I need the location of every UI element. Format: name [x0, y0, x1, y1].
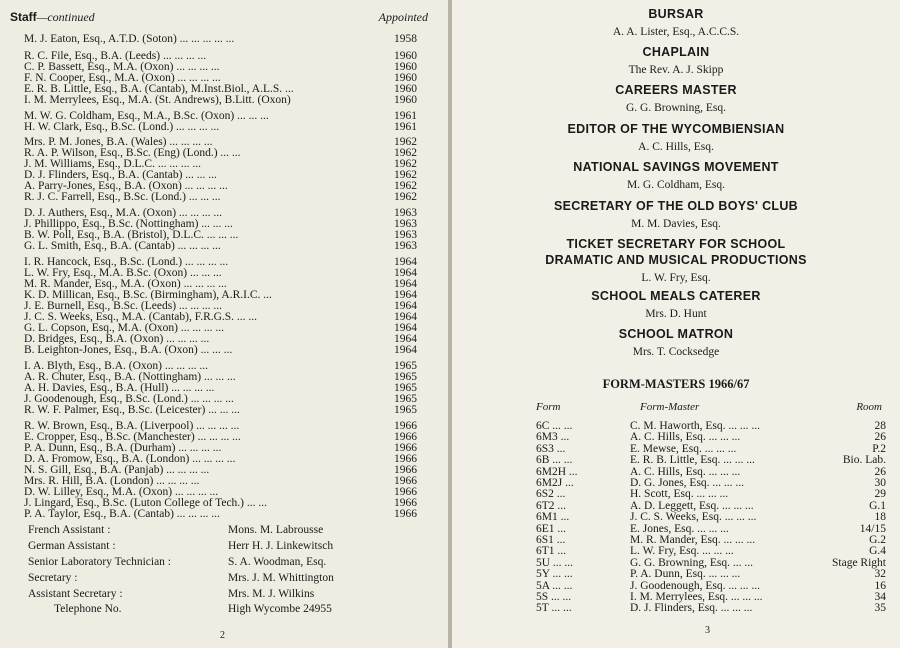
form-room: P.2 [872, 442, 886, 455]
form-code: 6M2H ... [536, 465, 578, 478]
form-row [536, 511, 886, 523]
form-code: 6M3 ... [536, 431, 570, 444]
staff-name: D. Bridges, Esq., B.A. (Oxon) ... ... ... ... [24, 333, 210, 345]
staff-row [24, 344, 424, 356]
staff-name: Mrs. R. Hill, B.A. (London) ... ... ... ... [24, 475, 200, 487]
staff-name: J. Lingard, Esq., B.Sc. (Luton College of Tech.) ... ... [24, 497, 267, 509]
staff-name: D. J. Authers, Esq., M.A. (Oxon) ... ... ... ... [24, 207, 223, 219]
form-code: 6S1 ... [536, 534, 566, 546]
form-code: 6S3 ... [536, 442, 566, 455]
officer-section [452, 288, 900, 322]
section-title-line2: DRAMATIC AND MUSICAL PRODUCTIONS [545, 253, 807, 267]
form-room: 30 [874, 477, 886, 489]
appointed-year: 1962 [394, 158, 417, 170]
form-master-name: E. Jones, Esq. ... ... ... [630, 522, 729, 535]
form-room: Stage Right [832, 556, 886, 569]
role-label: Secretary : [28, 572, 78, 584]
staff-name: J. C. S. Weeks, Esq., M.A. (Cantab), F.R.G.S. ... ... [24, 311, 258, 323]
appointed-year: 1966 [394, 475, 417, 487]
staff-name: P. A. Dunn, Esq., B.A. (Durham) ... ... ... ... [24, 442, 222, 454]
staff-name: D. W. Lilley, Esq., M.A. (Oxon) ... ... ... ... [24, 486, 219, 498]
role-row [24, 523, 444, 538]
form-room: 28 [874, 420, 886, 432]
staff-name: D. J. Flinders, Esq., B.A. (Cantab) ... ... ... [24, 169, 217, 181]
form-room: G.1 [869, 499, 886, 512]
role-row [24, 602, 444, 617]
form-master-name: J. Goodenough, Esq. ... ... ... [630, 579, 761, 592]
form-room: 29 [874, 488, 886, 501]
staff-row [24, 191, 424, 203]
staff-name: I. A. Blyth, Esq., B.A. (Oxon) ... ... ... ... [24, 360, 208, 372]
appointed-year: 1961 [394, 121, 417, 133]
form-master-name: A. C. Hills, Esq. ... ... ... [630, 465, 741, 478]
appointed-year: 1960 [394, 50, 417, 62]
role-person: Mrs. J. M. Whittington [228, 572, 334, 584]
form-master-name: M. R. Mander, Esq. ... ... ... [630, 534, 756, 546]
form-master-name: D. G. Jones, Esq. ... ... ... [630, 477, 745, 489]
staff-row [24, 33, 424, 45]
form-code: 6T2 ... [536, 499, 567, 512]
form-code: 6M1 ... [536, 511, 570, 524]
staff-name: I. M. Merrylees, Esq., M.A. (St. Andrews), B.Litt. (Oxon) [24, 94, 291, 106]
role-row [24, 571, 444, 586]
form-code: 6C ... ... [536, 420, 573, 432]
appointed-year: 1962 [394, 136, 417, 148]
staff-name: J. Goodenough, Esq., B.Sc. (Lond.) ... ... ... ... [24, 393, 234, 405]
section-title: CHAPLAIN [642, 45, 710, 59]
appointed-year: 1966 [394, 508, 417, 520]
officer-section [452, 44, 900, 78]
section-title: SCHOOL MEALS CATERER [591, 289, 761, 303]
staff-name: J. M. Williams, Esq., D.L.C. ... ... ... ... [24, 158, 201, 170]
staff-name: R. W. F. Palmer, Esq., B.Sc. (Leicester) ... ... ... [24, 404, 240, 416]
form-code: 6T1 ... [536, 545, 567, 558]
appointed-year: 1966 [394, 464, 417, 476]
appointed-year: 1965 [394, 382, 417, 394]
appointed-year: 1966 [394, 486, 417, 498]
appointed-year: 1964 [394, 267, 417, 279]
staff-name: L. W. Fry, Esq., M.A. B.Sc. (Oxon) ... ... ... [24, 267, 222, 279]
form-master-name: E. R. B. Little, Esq. ... ... ... [630, 454, 755, 467]
form-master-name: A. D. Leggett, Esq. ... ... ... [630, 499, 754, 512]
form-room: 26 [874, 465, 886, 478]
appointed-year: 1963 [394, 207, 417, 219]
form-master-name: G. G. Browning, Esq. ... ... [630, 556, 753, 569]
form-room: 16 [874, 579, 886, 592]
appointed-year: 1961 [394, 110, 417, 122]
staff-name: H. W. Clark, Esq., B.Sc. (Lond.) ... ... ... ... [24, 121, 220, 133]
form-master-name: J. C. S. Weeks, Esq. ... ... ... [630, 511, 757, 524]
form-column-header: Form [536, 401, 561, 413]
form-code: 5U ... ... [536, 556, 574, 569]
form-code: 6S2 ... [536, 488, 566, 501]
form-row [536, 523, 886, 535]
staff-name: N. S. Gill, Esq., B.A. (Panjab) ... ... ... ... [24, 464, 210, 476]
appointed-column-header: Appointed [378, 10, 428, 24]
section-person: L. W. Fry, Esq. [641, 272, 711, 284]
section-title: CAREERS MASTER [615, 83, 737, 97]
form-master-name: D. J. Flinders, Esq. ... ... ... [630, 602, 753, 615]
form-master-name: P. A. Dunn, Esq. ... ... ... [630, 568, 741, 581]
page-number: 3 [705, 625, 710, 636]
appointed-year: 1966 [394, 420, 417, 432]
section-title: BURSAR [648, 7, 704, 21]
appointed-year: 1964 [394, 344, 417, 356]
staff-name: E. R. B. Little, Esq., B.A. (Cantab), M.Inst.Biol., A.L.S. ... [24, 83, 294, 95]
form-row [536, 580, 886, 592]
form-master-name: C. M. Haworth, Esq. ... ... ... [630, 420, 761, 432]
appointed-year: 1963 [394, 240, 417, 252]
officer-section [452, 159, 900, 193]
staff-name: P. A. Taylor, Esq., B.A. (Cantab) ... ... ... ... [24, 508, 220, 520]
role-label: German Assistant : [28, 540, 116, 552]
appointed-year: 1962 [394, 180, 417, 192]
form-room: 34 [874, 591, 886, 603]
appointed-year: 1958 [394, 33, 417, 45]
page-header-title [10, 10, 95, 25]
form-row [536, 602, 886, 614]
section-person: The Rev. A. J. Skipp [628, 64, 724, 76]
officer-section [452, 326, 900, 360]
appointed-year: 1966 [394, 442, 417, 454]
staff-name: B. W. Poll, Esq., B.A. (Bristol), D.L.C. ... ... ... [24, 229, 239, 241]
form-row [536, 454, 886, 466]
staff-name: A. R. Chuter, Esq., B.A. (Nottingham) ... ... ... [24, 371, 236, 383]
section-person: A. A. Lister, Esq., A.C.C.S. [612, 26, 740, 38]
staff-name: G. L. Copson, Esq., M.A. (Oxon) ... ... ... ... [24, 322, 224, 334]
appointed-year: 1966 [394, 497, 417, 509]
role-row [24, 539, 444, 554]
form-code: 6E1 ... [536, 522, 567, 535]
appointed-year: 1964 [394, 311, 417, 323]
section-title: SCHOOL MATRON [618, 327, 734, 341]
staff-name: J. Phillippo, Esq., B.Sc. (Nottingham) ... ... ... [24, 218, 233, 230]
appointed-year: 1965 [394, 371, 417, 383]
officer-section [452, 236, 900, 286]
staff-name: J. E. Burnell, Esq., B.Sc. (Leeds) ... ... ... ... [24, 300, 223, 312]
staff-name: K. D. Millican, Esq., B.Sc. (Birmingham), A.R.I.C. ... [24, 289, 272, 301]
appointed-year: 1963 [394, 229, 417, 241]
appointed-year: 1960 [394, 72, 417, 84]
staff-name: B. Leighton-Jones, Esq., B.A. (Oxon) ... ... ... [24, 344, 233, 356]
appointed-year: 1965 [394, 404, 417, 416]
appointed-year: 1963 [394, 218, 417, 230]
role-row [24, 555, 444, 570]
staff-name: R. W. Brown, Esq., B.A. (Liverpool) ... ... ... ... [24, 420, 240, 432]
appointed-year: 1962 [394, 169, 417, 181]
form-row [536, 443, 886, 455]
officer-section [452, 198, 900, 232]
staff-name: C. P. Bassett, Esq., M.A. (Oxon) ... ... ... ... [24, 61, 220, 73]
form-code: 6M2J ... [536, 477, 574, 489]
appointed-year: 1964 [394, 300, 417, 312]
staff-row [24, 240, 424, 252]
role-person: S. A. Woodman, Esq. [228, 556, 327, 568]
role-person: Mons. M. Labrousse [228, 524, 324, 536]
section-title: NATIONAL SAVINGS MOVEMENT [573, 160, 779, 174]
staff-name: I. R. Hancock, Esq., B.Sc. (Lond.) ... ... ... ... [24, 256, 229, 268]
form-master-name: E. Mewse, Esq. ... ... ... [630, 442, 737, 455]
appointed-year: 1964 [394, 289, 417, 301]
form-code: 5S ... ... [536, 591, 572, 603]
staff-name: G. L. Smith, Esq., B.A. (Cantab) ... ... ... ... [24, 240, 221, 252]
section-person: Mrs. D. Hunt [645, 308, 707, 320]
appointed-year: 1962 [394, 191, 417, 203]
form-room: 14/15 [859, 522, 886, 535]
form-master-column-header: Form-Master [640, 401, 700, 413]
form-row [536, 466, 886, 478]
appointed-year: 1960 [394, 94, 417, 106]
staff-name: A. Parry-Jones, Esq., B.A. (Oxon) ... ... ... ... [24, 180, 228, 192]
form-room: G.2 [869, 534, 886, 546]
form-row [536, 488, 886, 500]
form-code: 5T ... ... [536, 602, 572, 615]
officer-section [452, 6, 900, 40]
appointed-year: 1962 [394, 147, 417, 159]
form-master-name: I. M. Merrylees, Esq. ... ... ... [630, 591, 763, 603]
appointed-year: 1964 [394, 256, 417, 268]
staff-name: M. J. Eaton, Esq., A.T.D. (Soton) ... ... ... ... ... [24, 33, 235, 45]
form-master-name: A. C. Hills, Esq. ... ... ... [630, 431, 741, 444]
form-room: 18 [874, 511, 886, 524]
appointed-year: 1966 [394, 431, 417, 443]
role-label: Senior Laboratory Technician : [28, 556, 172, 568]
form-masters-title: FORM-MASTERS 1966/67 [602, 377, 750, 391]
staff-name: Mrs. P. M. Jones, B.A. (Wales) ... ... ... ... [24, 136, 213, 148]
left-page [0, 0, 448, 648]
form-room: 35 [874, 602, 886, 615]
staff-row [24, 404, 424, 416]
form-row [536, 591, 886, 603]
form-code: 5Y ... ... [536, 568, 573, 581]
role-person: Herr H. J. Linkewitsch [228, 540, 334, 552]
staff-name: R. A. P. Wilson, Esq., B.Sc. (Eng) (Lond.) ... ... [24, 147, 241, 159]
staff-row [24, 508, 424, 520]
officer-section [452, 121, 900, 155]
appointed-year: 1964 [394, 333, 417, 345]
section-person: G. G. Browning, Esq. [626, 102, 726, 114]
appointed-year: 1965 [394, 360, 417, 372]
form-room: Bio. Lab. [842, 454, 886, 467]
section-person: M. G. Coldham, Esq. [626, 179, 726, 191]
role-row [24, 587, 444, 602]
room-column-header: Room [856, 401, 882, 413]
section-title: TICKET SECRETARY FOR SCHOOL [566, 237, 786, 251]
form-room: G.4 [869, 545, 886, 558]
staff-name: R. J. C. Farrell, Esq., B.Sc. (Lond.) ... ... ... [24, 191, 221, 203]
staff-name: R. C. File, Esq., B.A. (Leeds) ... ... ... ... [24, 50, 207, 62]
form-row [536, 568, 886, 580]
form-room: 26 [874, 431, 886, 444]
header-title: Staff [10, 10, 37, 24]
right-page [452, 0, 900, 648]
form-row [536, 431, 886, 443]
form-row [536, 534, 886, 546]
header-continued: —continued [36, 10, 95, 24]
staff-name: D. A. Fromow, Esq., B.A. (London) ... ... ... ... [24, 453, 236, 465]
role-label: Telephone No. [54, 603, 122, 615]
form-row [536, 545, 886, 557]
section-person: Mrs. T. Cocksedge [632, 346, 720, 358]
form-row [536, 477, 886, 489]
staff-name: M. W. G. Coldham, Esq., M.A., B.Sc. (Oxon) ... ... ... [24, 110, 269, 122]
role-person: Mrs. M. J. Wilkins [228, 588, 315, 600]
appointed-year: 1960 [394, 83, 417, 95]
staff-name: M. R. Mander, Esq., M.A. (Oxon) ... ... ... ... [24, 278, 227, 290]
section-title: SECRETARY OF THE OLD BOYS' CLUB [554, 199, 798, 213]
form-row [536, 500, 886, 512]
form-master-name: H. Scott, Esq. ... ... ... [630, 488, 729, 501]
officer-section [452, 82, 900, 116]
section-person: A. C. Hills, Esq. [638, 141, 714, 153]
role-label: Assistant Secretary : [28, 588, 123, 600]
appointed-year: 1965 [394, 393, 417, 405]
section-person: M. M. Davies, Esq. [631, 218, 721, 230]
page-number: 2 [220, 630, 225, 641]
staff-name: E. Cropper, Esq., B.Sc. (Manchester) ... ... ... ... [24, 431, 241, 443]
role-label: French Assistant : [28, 524, 111, 536]
form-room: 32 [874, 568, 886, 581]
form-code: 5A ... ... [536, 579, 573, 592]
section-title: EDITOR OF THE WYCOMBIENSIAN [567, 122, 785, 136]
staff-row [24, 94, 424, 106]
appointed-year: 1966 [394, 453, 417, 465]
appointed-year: 1960 [394, 61, 417, 73]
staff-row [24, 121, 424, 133]
form-row [536, 557, 886, 569]
staff-name: F. N. Cooper, Esq., M.A. (Oxon) ... ... ... ... [24, 72, 221, 84]
staff-name: A. H. Davies, Esq., B.A. (Hull) ... ... ... ... [24, 382, 215, 394]
form-row [536, 420, 886, 432]
form-master-name: L. W. Fry, Esq. ... ... ... [630, 545, 734, 558]
role-person: High Wycombe 24955 [228, 603, 332, 615]
appointed-year: 1964 [394, 322, 417, 334]
form-code: 6B ... ... [536, 454, 573, 467]
appointed-year: 1964 [394, 278, 417, 290]
